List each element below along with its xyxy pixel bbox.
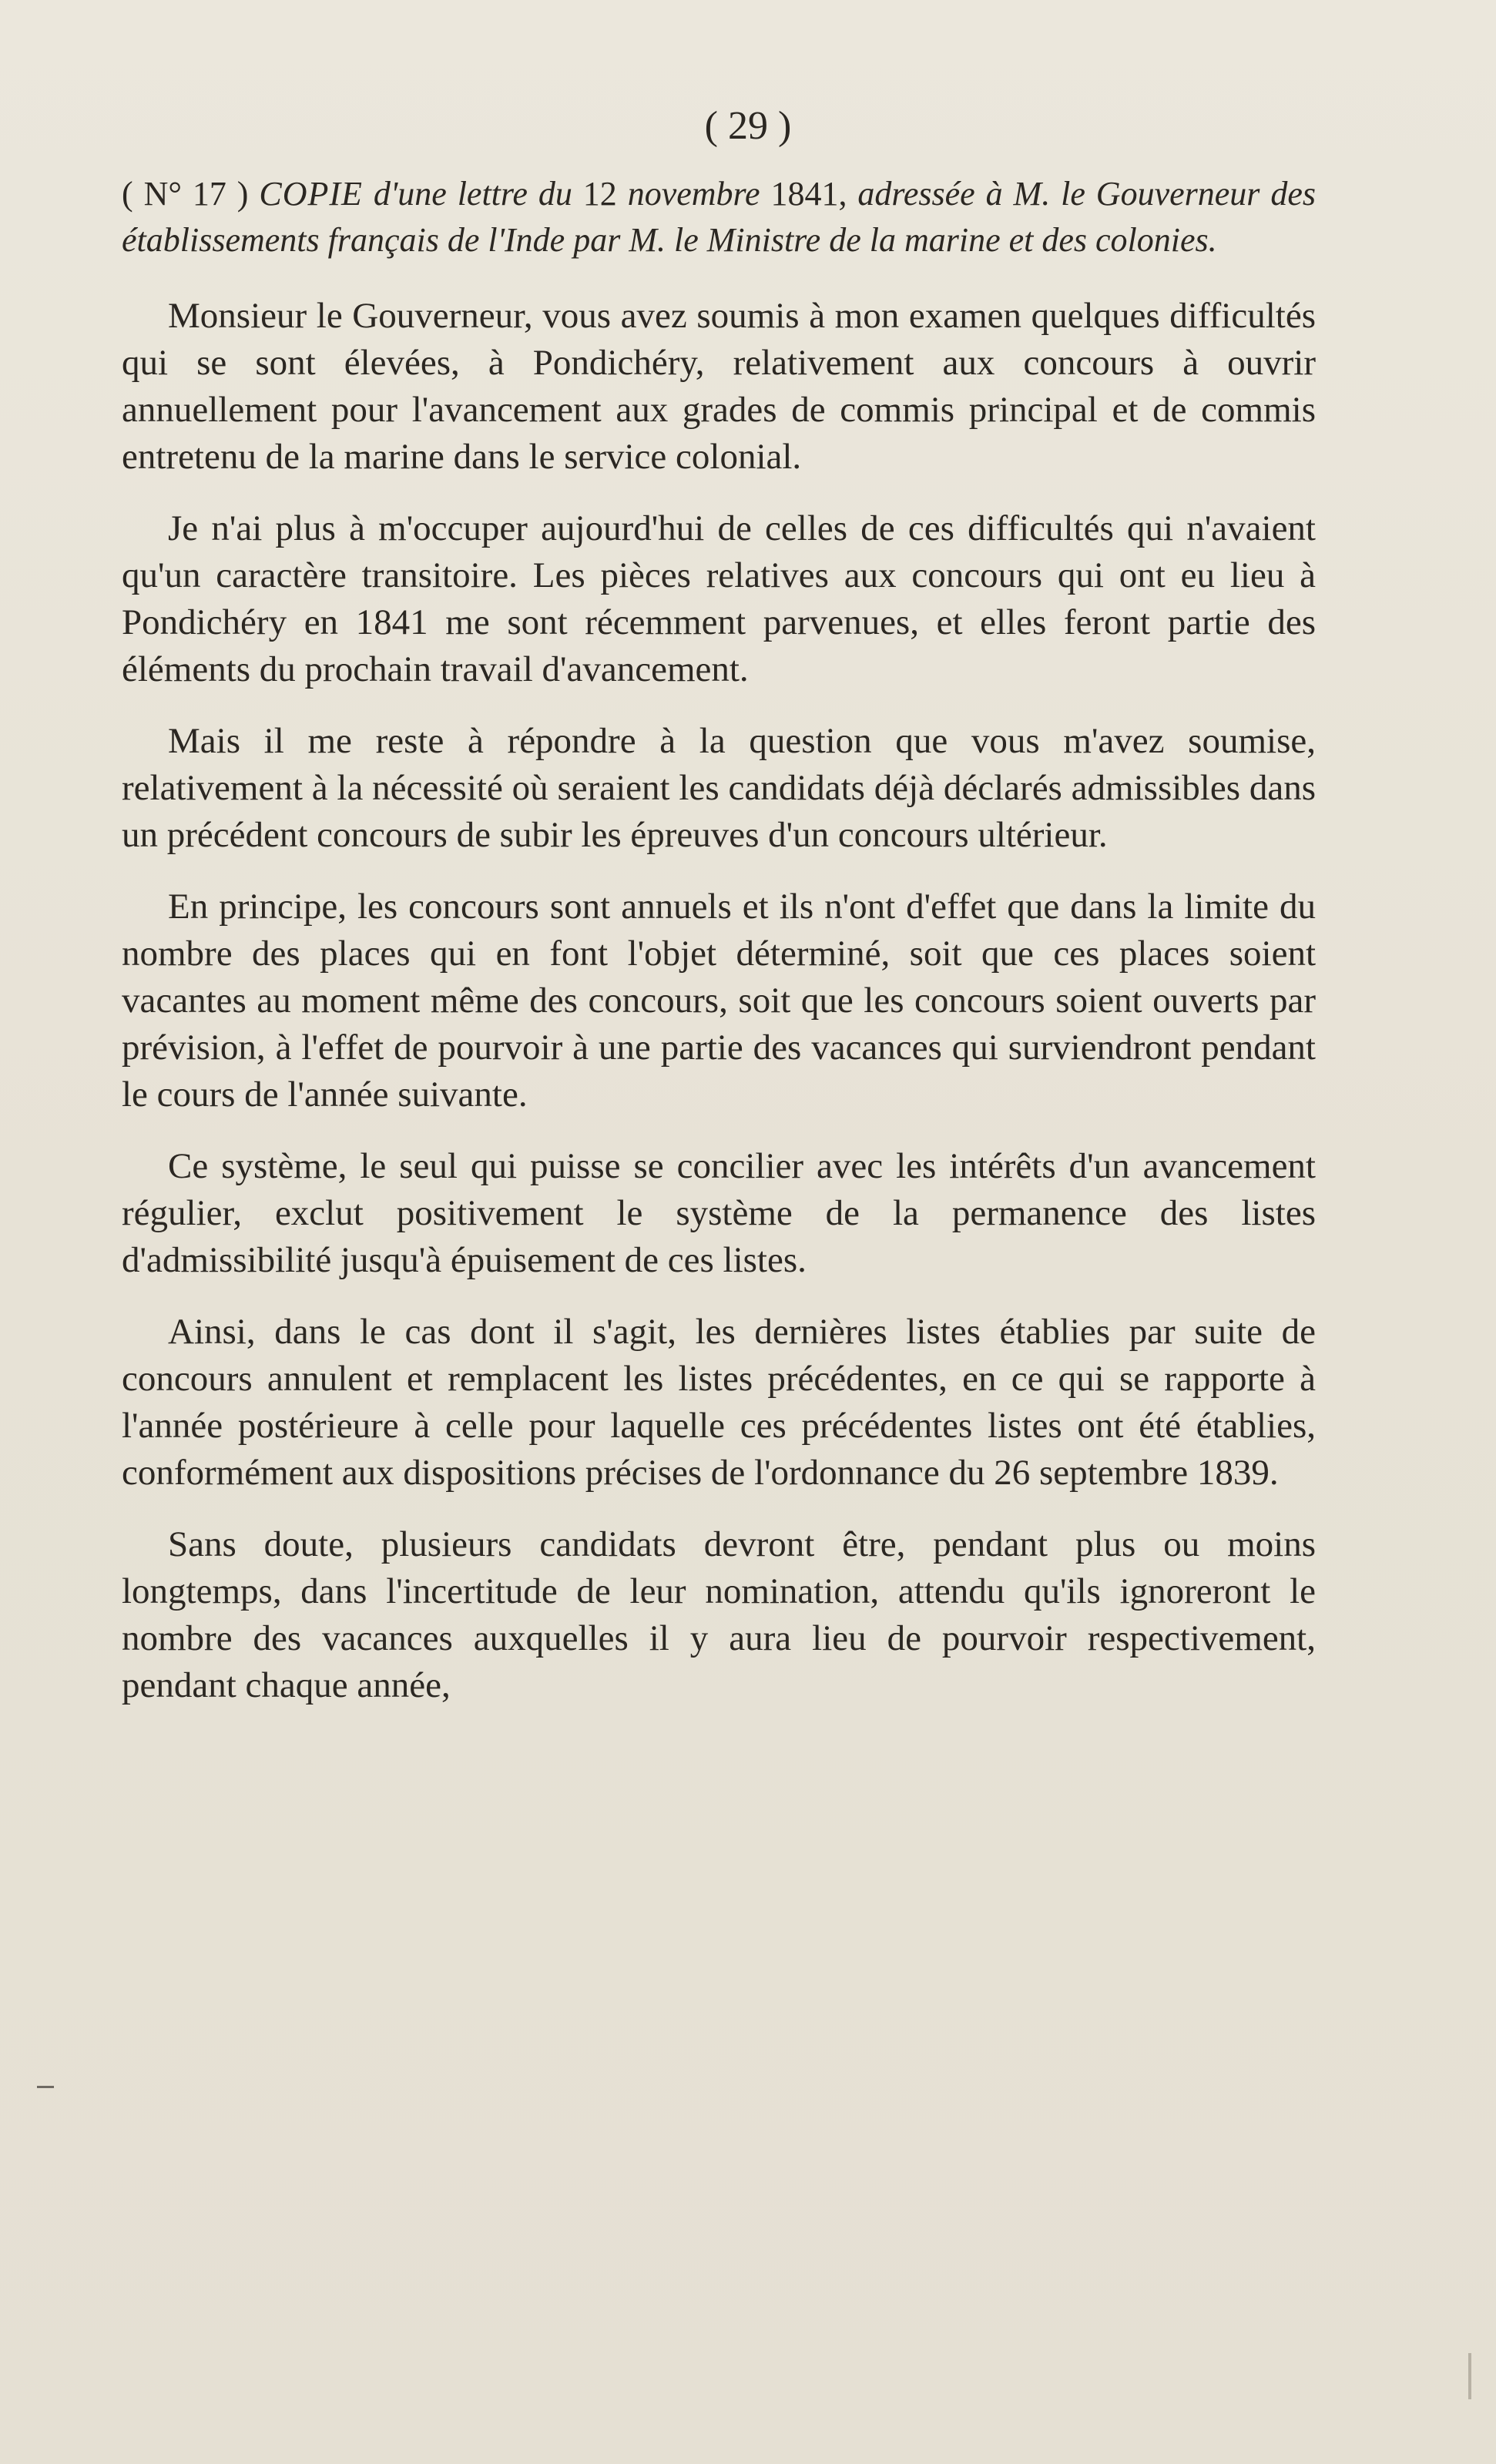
paragraph: Sans doute, plusieurs candidats devront être, pendant plus ou moins longtemps, dans l'incertitude de leur nomination, attendu qu'ils ignoreront le nombre des vacances auxquelles il y aura lieu de pourvoir respectivement, pendant chaque année,	[122, 1524, 1316, 1705]
letter-text	[122, 171, 1316, 1734]
paragraph: Ce système, le seul qui puisse se concilier avec les intérêts d'un avancement régulier, exclut positivement le système de la permanence des listes d'admissibilité jusqu'à épuisement de ces listes.	[122, 1146, 1316, 1280]
heading-addressee: adressée à M. le Gouverneur des établissements français de l'Inde par M. le Ministre de la marine et des colonies.	[122, 175, 1316, 259]
page-edge-mark	[1468, 2353, 1471, 2399]
document-number: ( N° 17 )	[122, 175, 249, 213]
heading-title-caps: COPIE	[259, 175, 363, 213]
heading-title-rest: d'une lettre du	[373, 175, 572, 213]
letter-heading	[122, 171, 1316, 263]
heading-date-year: 1841,	[770, 175, 847, 213]
paragraph: Monsieur le Gouverneur, vous avez soumis à mon examen quelques difficultés qui se sont élevées, à Pondichéry, relativement aux concours à ouvrir annuellement pour l'avancement aux grades de commis principal et de commis entretenu de la marine dans le service colonial.	[122, 296, 1316, 477]
heading-date-month: novembre	[627, 175, 760, 213]
heading-date-day: 12	[582, 175, 617, 213]
margin-mark	[37, 2086, 54, 2088]
paragraph: Ainsi, dans le cas dont il s'agit, les dernières listes établies par suite de concours annulent et remplacent les listes précédentes, en ce qui se rapporte à l'année postérieure à celle pour laquelle ces précédentes listes ont été établies, conformément aux dispositions précises de l'ordonnance du 26 septembre 1839.	[122, 1312, 1316, 1493]
paragraph: Mais il me reste à répondre à la question que vous m'avez soumise, relativement à la nécessité où seraient les candidats déjà déclarés admissibles dans un précédent concours de subir les épreuves d'un concours ultérieur.	[122, 721, 1316, 855]
paragraph: En principe, les concours sont annuels et ils n'ont d'effet que dans la limite du nombre des places qui en font l'objet déterminé, soit que ces places soient vacantes au moment même des concours, soit que les concours soient ouverts par prévision, à l'effet de pourvoir à une partie des vacances qui surviendront pendant le cours de l'année suivante.	[122, 887, 1316, 1115]
paragraph: Je n'ai plus à m'occuper aujourd'hui de celles de ces difficultés qui n'avaient qu'un caractère transitoire. Les pièces relatives aux concours qui ont eu lieu à Pondichéry en 1841 me sont récemment parvenues, et elles feront partie des éléments du prochain travail d'avancement.	[122, 508, 1316, 689]
page-number: ( 29 )	[704, 104, 792, 148]
